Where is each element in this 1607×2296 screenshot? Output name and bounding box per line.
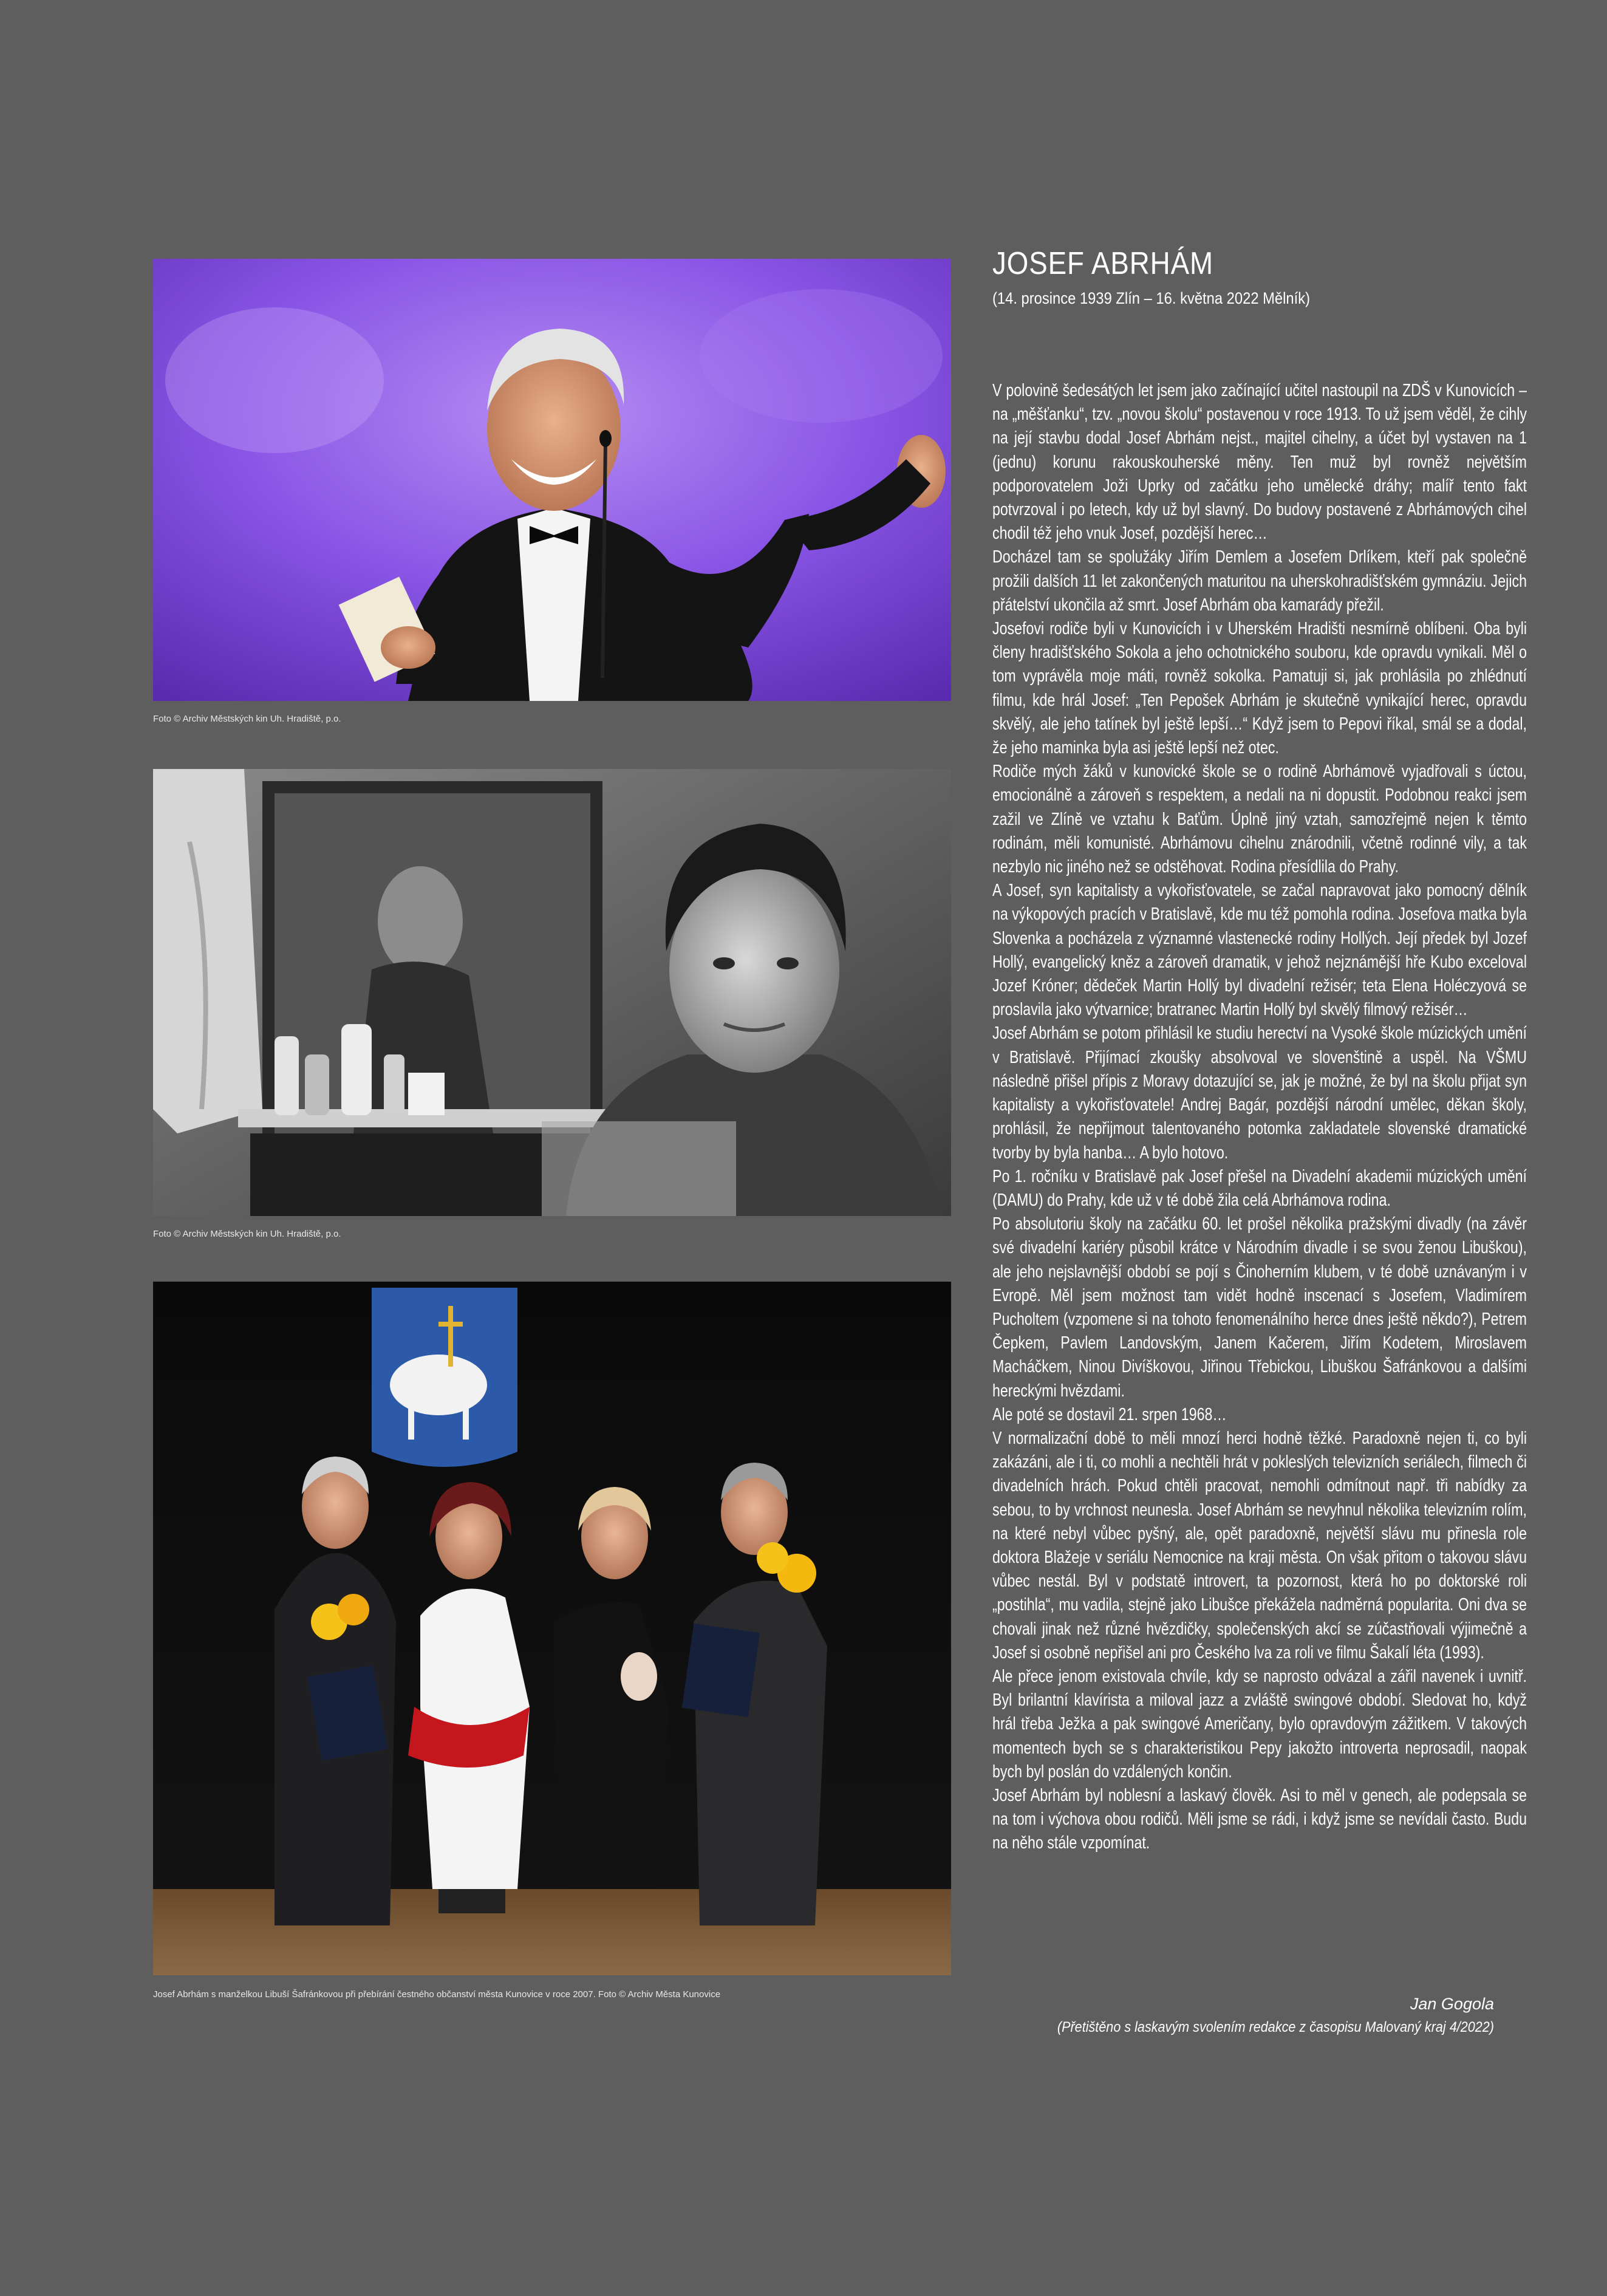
article-paragraph: Josefovi rodiče byli v Kunovicích i v Uherském Hradišti nesmírně oblíbeni. Oba byli členy hradišťského Sokola a jeho ochotnického souboru, kde opravdu vynikali. Měl o tom vyprávěla moje máti, rovněž sokolka. Pamatuji si, jak prohlásila po zhlédnutí filmu, kde hrál Josef: „Ten Pepošek Abrhám je skutečně vynikající herec, opravdu skvělý, ale jeho tatínek byl ještě lepší…“ Když jsem to Pepovi říkal, smál se a dodal, že jeho maminka byla asi ještě lepší než otec. <box>992 619 1527 758</box>
article-paragraph: V normalizační době to měli mnozí herci hodně těžké. Paradoxně nejen ti, co byli zakázáni, ale i ti, co mohli a nechtěli hrát v pokleslých televizních seriálech, filmech či divadelních hrách. Pokud chtěli pracovat, nemohli odmítnout např. tři nabídky za sebou, to by vrchnost neunesla. Josef Abrhám se nevyhnul několika televizním rolím, na které nebyl vůbec pyšný, ale, opět paradoxně, největší slávu mu přinesla role doktora Blažeje v seriálu Nemocnice na kraji města. On však přitom o takovou slávu vůbec nestál. Byl v podstatě introvert, ta pozornost, která ho po doktorské roli „postihla“, mu vadila, stejně jako Libušce překážela nadměrná popularita. Oni dva se chovali jinak než různé hvězdičky, společenských akcí se zúčastňovali výjimečně a Josef si osobně nepřišel ani pro Českého lva za roli ve filmu Šakalí léta (1993). <box>992 1428 1527 1662</box>
article-paragraph: V polovině šedesátých let jsem jako začínající učitel nastoupil na ZDŠ v Kunovicích – na „měšťanku“, tzv. „novou školu“ postavenou v roce 1913. To už jsem věděl, že cihly na její stavbu dodal Josef Abrhám nejst., majitel cihelny, a účet byl vystaven na 1 (jednu) korunu rakouskouherské měny. Ten muž byl rovněž největším podporovatelem Joži Uprky od začátku jeho umělecké dráhy; malíř tento fakt potvrzoval i po letech, kdy už byl slavný. Do budovy postavené z Abrhámových cihel chodil též jeho vnuk Josef, pozdější herec… <box>992 381 1527 544</box>
photo-stage-speech <box>153 259 951 701</box>
article-paragraph: Docházel tam se spolužáky Jiřím Demlem a Josefem Drlíkem, kteří pak společně prožili dalších 11 let zakončených maturitou na uherskohradišťském gymnáziu. Jejich přátelství ukončila až smrt. Josef Abrhám oba kamarády přežil. <box>992 547 1527 615</box>
article-paragraph: A Josef, syn kapitalisty a vykořisťovatele, se začal napravovat jako pomocný dělník na výkopových pracích v Bratislavě, kde mu též pomohla rodina. Josefova matka byla Slovenka a pocházela z významné vlastenecké rodiny Hollých. Její předek byl Jozef Hollý, evangelický kněz a zároveň dramatik, v jehož nejznámější hře Kubo exceloval Jozef Króner; dědeček Martin Hollý byl divadelní režisér; teta Elena Holéczyová se proslavila jako výtvarnice; bratranec Martin Hollý byl skvělý filmový režisér… <box>992 881 1527 1020</box>
article-title: JOSEF ABRHÁM <box>992 246 1214 281</box>
article-dates: (14. prosince 1939 Zlín – 16. května 2022 Mělník) <box>992 289 1311 307</box>
photo-caption-3: Josef Abrhám s manželkou Libuší Šafránkovou při přebírání čestného občanství města Kunovice v roce 2007. Foto © Archiv Města Kunovice <box>153 1989 721 2000</box>
article-paragraph: Josef Abrhám se potom přihlásil ke studiu herectví na Vysoké škole múzických umění v Bratislavě. Přijímací zkoušky absolvoval ve slovenštině a uspěl. Na VŠMU následně přišel přípis z Moravy dotazující se, jak je možné, že byl na školu přijat syn kapitalisty a vykořisťovatele! Andrej Bagár, pozdější národní umělec, děkan školy, prohlásil, že nepřijmout talentovaného potomka zakladatele slovenské dramatické tvorby by byla hanba… A bylo hotovo. <box>992 1023 1527 1163</box>
photo-dressing-room <box>153 769 951 1216</box>
article-paragraph: Po absolutoriu školy na začátku 60. let prošel několika pražskými divadly (na závěr své divadelní kariéry působil krátce v Národním divadle i se svou ženou Libuškou), ale jeho nejslavnější období se pojí s Činoherním klubem, v té době uznávaným i v Evropě. Měl jsem možnost tam vidět hodně inscenací s Josefem, Vladimírem Pucholtem (vzpomene si na tohoto fenomenálního herce dnes ještě někdo?), Petrem Čepkem, Pavlem Landovským, Janem Kačerem, Jiřím Kodetem, Miroslavem Macháčkem, Ninou Divíškovou, Jiřinou Třebickou, Libuškou Šafránkovou a dalšími hereckými hvězdami. <box>992 1214 1527 1401</box>
article-author: Jan Gogola <box>1410 1995 1494 2013</box>
photo-caption-2: Foto © Archiv Městských kin Uh. Hradiště, p.o. <box>153 1229 341 1239</box>
photo-honorary-citizenship <box>153 1282 951 1975</box>
article-paragraph: Ale přece jenom existovala chvíle, kdy se naprosto odvázal a zářil navenek i uvnitř. Byl brilantní klavírista a miloval jazz a zvláště swingové období. Sledovat ho, když hrál třeba Ježka a pak swingové Američany, bylo opravdovým zážitkem. V takových momentech bych se s charakteristikou Pepy jakožto introverta neprosadil, naopak bych byl poslán do vzdálených končin. <box>992 1666 1527 1782</box>
article-body <box>992 379 1527 1856</box>
article-paragraph: Josef Abrhám byl noblesní a laskavý člověk. Asi to měl v genech, ale podepsala se na tom i výchova obou rodičů. Měli jsme se rádi, i když jsme se nevídali často. Budu na něho stále vzpomínat. <box>992 1785 1527 1853</box>
article-paragraph: Ale poté se dostavil 21. srpen 1968… <box>992 1404 1227 1424</box>
article-paragraph: Rodiče mých žáků v kunovické škole se o rodině Abrhámově vyjadřovali s úctou, emocionálně a zároveň s respektem, a nedali na ni dopustit. Podobnou reakci jsem zažil ve Zlíně ve vztahu k Baťům. Úplně jiný vztah, samozřejmě nejen k těmto rodinám, měli komunisté. Abrhámovu cihelnu znárodnili, včetně rodinné vily, a tak nezbylo nic jiného než se odstěhovat. Rodina přesídlila do Prahy. <box>992 762 1527 877</box>
article-paragraph: Po 1. ročníku v Bratislavě pak Josef přešel na Divadelní akademii múzických umění (DAMU) do Prahy, kde už v té době žila celá Abrhámova rodina. <box>992 1166 1527 1210</box>
photo-caption-1: Foto © Archiv Městských kin Uh. Hradiště, p.o. <box>153 714 341 724</box>
article-reprint-credit: (Přetištěno s laskavým svolením redakce z časopisu Malovaný kraj 4/2022) <box>1057 2019 1494 2035</box>
